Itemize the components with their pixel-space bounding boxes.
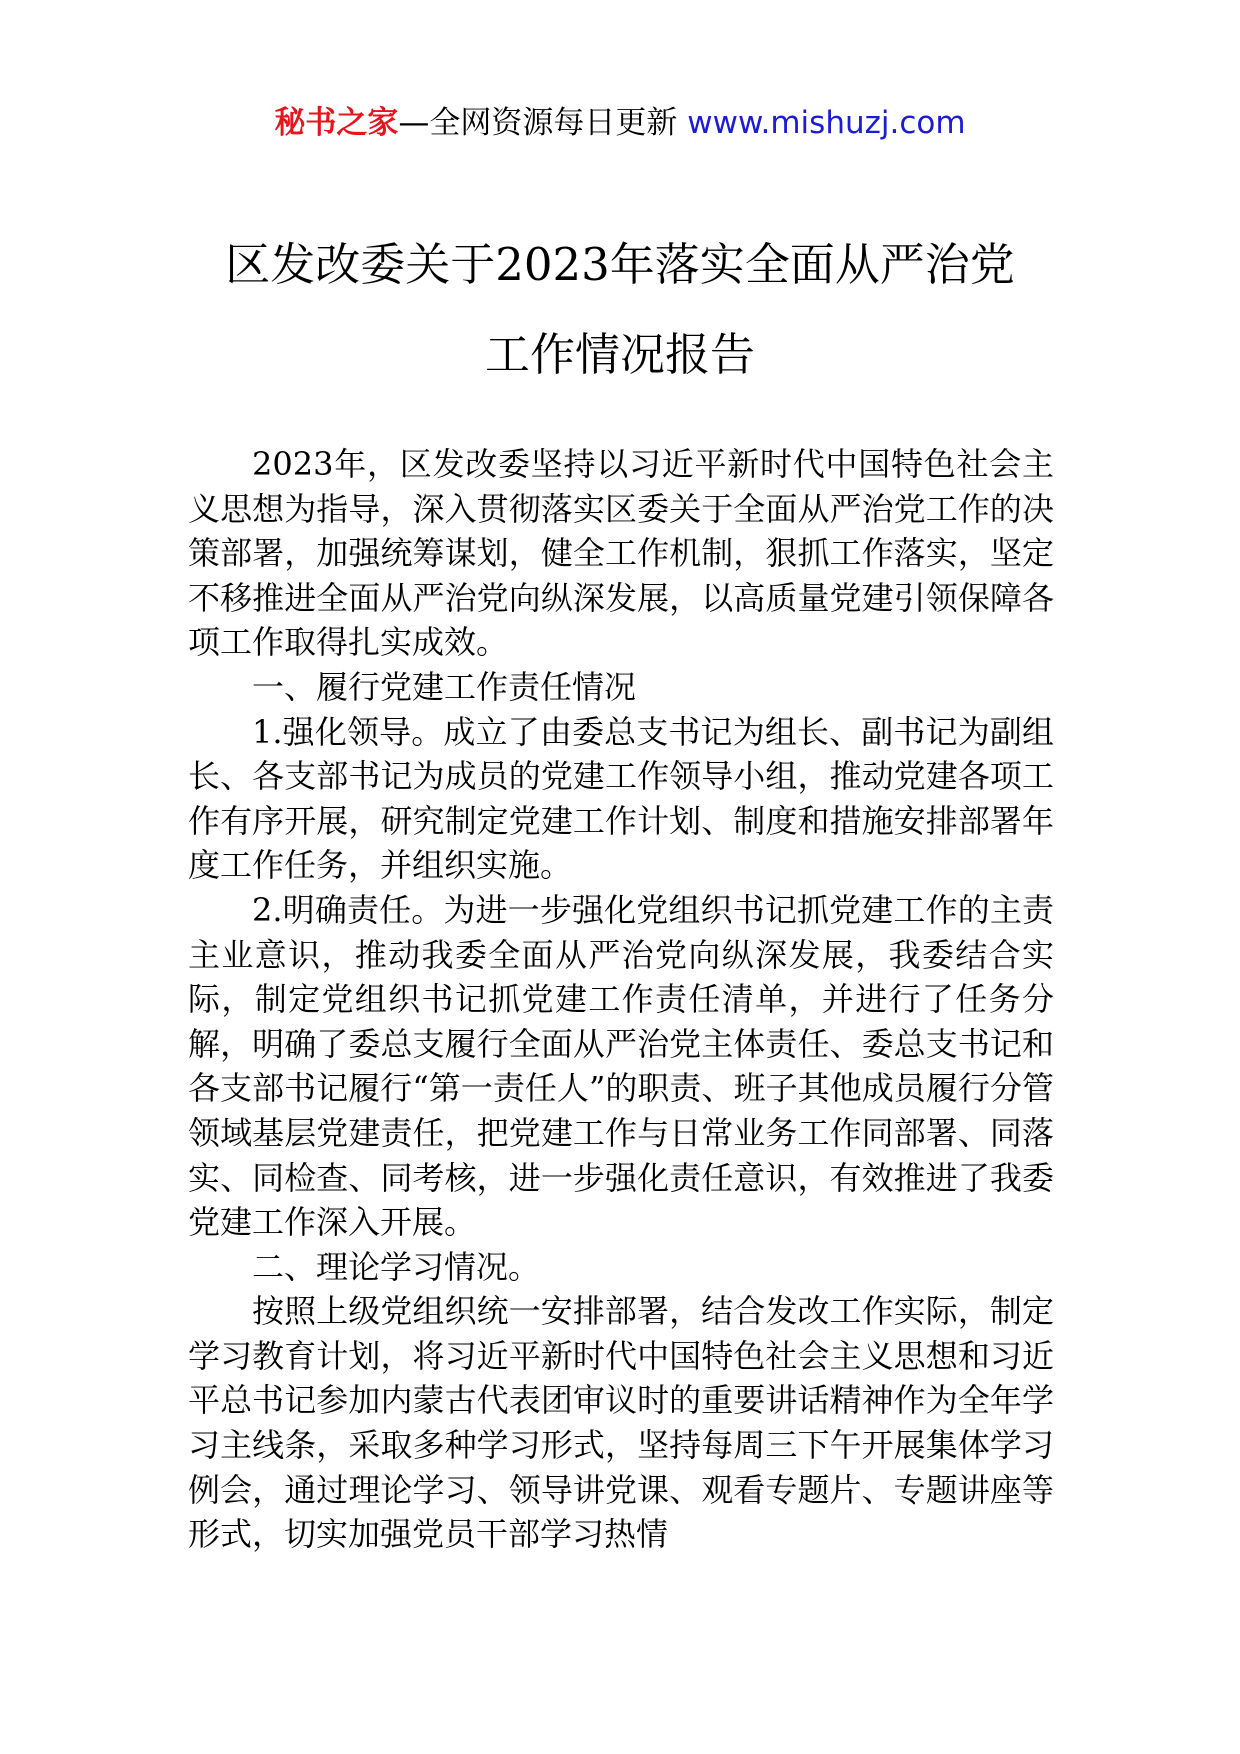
header-url-link[interactable]: www.mishuzj.com — [687, 105, 966, 141]
body-paragraph-leadership: 1.强化领导。成立了由委总支书记为组长、副书记为副组长、各支部书记为成员的党建工作领导小组，推动党建各项工作有序开展，研究制定党建工作计划、制度和措施安排部署年度工作任务，并组织实施。 — [188, 712, 1054, 885]
section-heading-1: 一、履行党建工作责任情况 — [252, 667, 637, 706]
header-tagline: —全网资源每日更新 — [398, 105, 678, 141]
body-paragraph-study: 按照上级党组织统一安排部署，结合发改工作实际，制定学习教育计划，将习近平新时代中国特色社会主义思想和习近平总书记参加内蒙古代表团审议时的重要讲话精神作为全年学习主线条，采取多种学习形式，坚持每周三下午开展集体学习例会，通过理论学习、领导讲党课、观看专题片、专题讲座等形式，切实加强党员干部学习热情 — [188, 1292, 1054, 1554]
body-paragraph-responsibility: 2.明确责任。为进一步强化党组织书记抓党建工作的主责主业意识，推动我委全面从严治党向纵深发展，我委结合实际，制定党组织书记抓党建工作责任清单，并进行了任务分解，明确了委总支履行全面从严治党主体责任、委总支书记和各支部书记履行“第一责任人”的职责、班子其他成员履行分管领域基层党建责任，把党建工作与日常业务工作同部署、同落实、同检查、同考核，进一步强化责任意识，有效推进了我委党建工作深入开展。 — [188, 890, 1054, 1242]
site-header — [0, 100, 1240, 146]
header-brand: 秘书之家 — [274, 105, 399, 141]
body-paragraph-intro: 2023年，区发改委坚持以习近平新时代中国特色社会主义思想为指导，深入贯彻落实区委关于全面从严治党工作的决策部署，加强统筹谋划，健全工作机制，狠抓工作落实，坚定不移推进全面从严治党向纵深发展，以高质量党建引领保障各项工作取得扎实成效。 — [188, 445, 1054, 662]
title-line-2: 工作情况报告 — [484, 328, 755, 381]
document-title — [0, 220, 1240, 400]
section-heading-2: 二、理论学习情况。 — [252, 1247, 541, 1286]
title-line-1: 区发改委关于2023年落实全面从严治党 — [225, 238, 1015, 291]
document-body — [188, 442, 1054, 1557]
